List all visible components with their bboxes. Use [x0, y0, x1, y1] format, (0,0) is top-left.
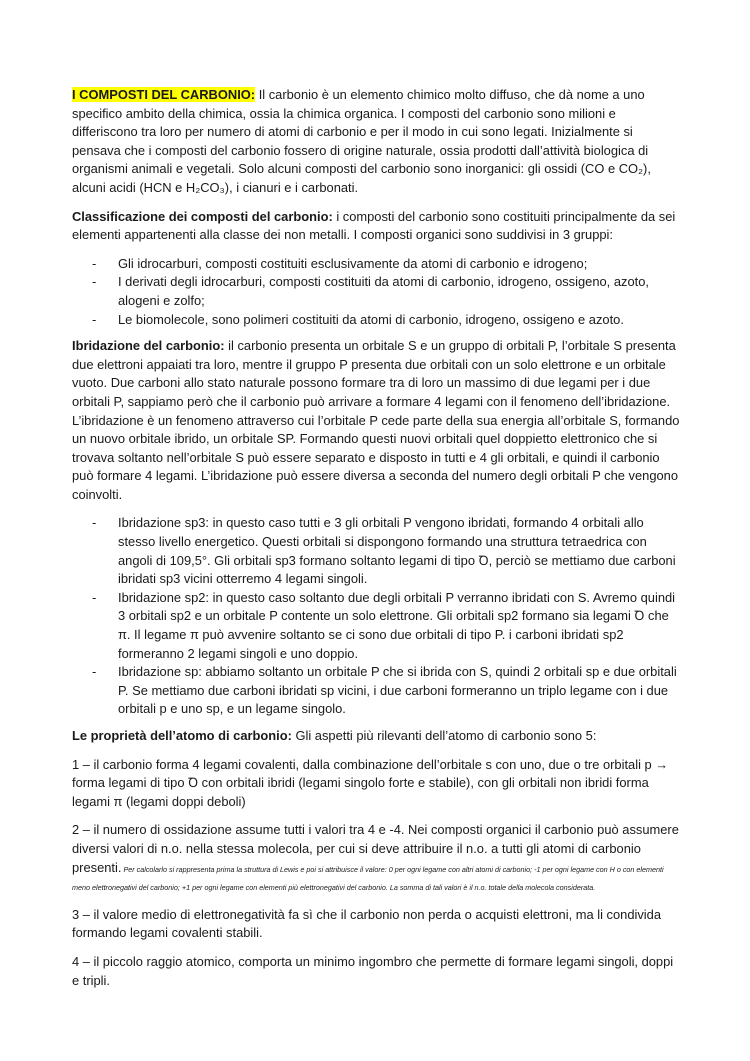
property-3: 3 – il valore medio di elettronegatività fa sì che il carbonio non perda o acquisti elettroni, ma li condivida formando legami covalenti stabili. [72, 906, 662, 941]
hybridization-heading: Ibridazione del carbonio: [72, 338, 225, 354]
property-4: 4 – il piccolo raggio atomico, comporta un minimo ingombro che permette di formare legami singoli, doppi e tripli. [72, 953, 674, 988]
property-1: 1 – il carbonio forma 4 legami covalenti, dalla combinazione dell’orbitale s con uno, due o tre orbitali p → forma legami di tipo Ꝺ con orbitali ibridi (legami singolo forte e stabile), con gli orbitali non ibridi forma legami π (legami doppi deboli) [72, 756, 669, 809]
hybridization-text: il carbonio presenta un orbitale S e un gruppo di orbitali P, l’orbitale S presenta due elettroni appaiati tra loro, mentre il gruppo P presenta due orbitali con un solo elettrone e un orbitale vuoto. Due carboni allo stato naturale possono formare tra di loro un massimo di due legami per i due orbitali P, sappiamo però che il carbonio può arrivare a formare 4 legami con il fenomeno dell’ibridazione. L’ibridazione è un fenomeno attraverso cui l’orbitale P cede parte della sua energia all’orbitale S, formando un nuovo orbitale ibrido, un orbitale SP. Formando questi nuovi orbitali quel doppietto elettronico che si trovava soltanto nell’orbitale S può essere separato e disposto in tutti e 4 gli orbitali, e quindi il carbonio può formare 4 legami. L’ibridazione può essere diversa a seconda del numero degli orbitali P che vengono coinvolti. [72, 338, 680, 502]
intro-heading: I COMPOSTI DEL CARBONIO: [72, 87, 256, 102]
intro-text: Il carbonio è un elemento chimico molto diffuso, che dà nome a uno specifico ambito della chimica, ossia la chimica organica. I composti del carbonio sono milioni e differiscono tra loro per numero di atomi di carbonio e per il modo in cui sono legati. Inizialmente si pensava che i composti del carbonio fossero di origine naturale, ossia prodotti dall’attività biologica di organismi animali e vegetali. Solo alcuni composti del carbonio sono inorganici: gli ossidi (CO e CO₂), alcuni acidi (HCN e H₂CO₃), i cianuri e i carbonati. [72, 87, 651, 195]
properties-text: Gli aspetti più rilevanti dell’atomo di carbonio sono 5: [291, 728, 597, 743]
list-item: - Ibridazione sp2: in questo caso soltanto due degli orbitali P verranno ibridati con S. Avremo quindi 3 orbitali sp2 e un orbitale P contente un solo elettrone. Gli orbitali sp2 formano sia legami Ꝺ che π. Il legame π può avvenire soltanto se ci sono due orbitali di tipo P. i carboni ibridati sp2 formeranno 2 legami singoli e uno doppio. [118, 589, 680, 663]
properties-heading: Le proprietà dell’atomo di carbonio: [72, 728, 292, 743]
hybridization-list [72, 514, 680, 719]
properties-paragraph [72, 727, 680, 746]
property-2 [72, 821, 680, 895]
property-2-main: 2 – il numero di ossidazione assume tutti i valori tra 4 e -4. Nei composti organici il carbonio può assumere diversi valori di n.o. nella stessa molecola, per cui si deve attribuire il n.o. a tutti gli atomi di carbonio presenti. [72, 822, 679, 875]
list-item: - Gli idrocarburi, composti costituiti esclusivamente da atomi di carbonio e idrogeno; [118, 255, 680, 274]
list-item: - Le biomolecole, sono polimeri costituiti da atomi di carbonio, idrogeno, ossigeno e azoto. [118, 311, 680, 330]
list-item: - I derivati degli idrocarburi, composti costituiti da atomi di carbonio, idrogeno, ossigeno, azoto, alogeni e zolfo; [118, 273, 680, 310]
classification-heading: Classificazione dei composti del carbonio: [72, 208, 333, 224]
property-2-note: Per calcolarlo si rappresenta prima la struttura di Lewis e poi si attribuisce il valore: 0 per ogni legame con altri atomi di carbonio; -1 per ogni legame con H o con elementi meno elettronegativi del carbonio; +1 per ogni legame con elementi più elettronegativi del carbonio. La somma di tali valori è il n.o. totale della molecola considerata. [72, 864, 664, 893]
classification-paragraph [72, 208, 680, 245]
list-item: - Ibridazione sp: abbiamo soltanto un orbitale P che si ibrida con S, quindi 2 orbitali sp e due orbitali P. Se mettiamo due carboni ibridati sp vicini, i due carboni formeranno un triplo legame con i due orbitali p e uno sp, e un legame singolo. [118, 663, 680, 719]
intro-paragraph [72, 86, 680, 198]
list-item: - Ibridazione sp3: in questo caso tutti e 3 gli orbitali P vengono ibridati, formando 4 orbitali allo stesso livello energetico. Questi orbitali si dispongono formando una struttura tetraedrica con angoli di 109,5°. Gli orbitali sp3 formano soltanto legami di tipo Ꝺ, perciò se mettiamo due carboni ibridati sp3 vicini otterremo 4 legami singoli. [118, 514, 680, 588]
classification-list [72, 255, 680, 329]
classification-text: i composti del carbonio sono costituiti principalmente da sei elementi appartenenti alla classe dei non metalli. I composti organici sono suddivisi in 3 gruppi: [72, 208, 676, 243]
hybridization-paragraph [72, 337, 680, 504]
